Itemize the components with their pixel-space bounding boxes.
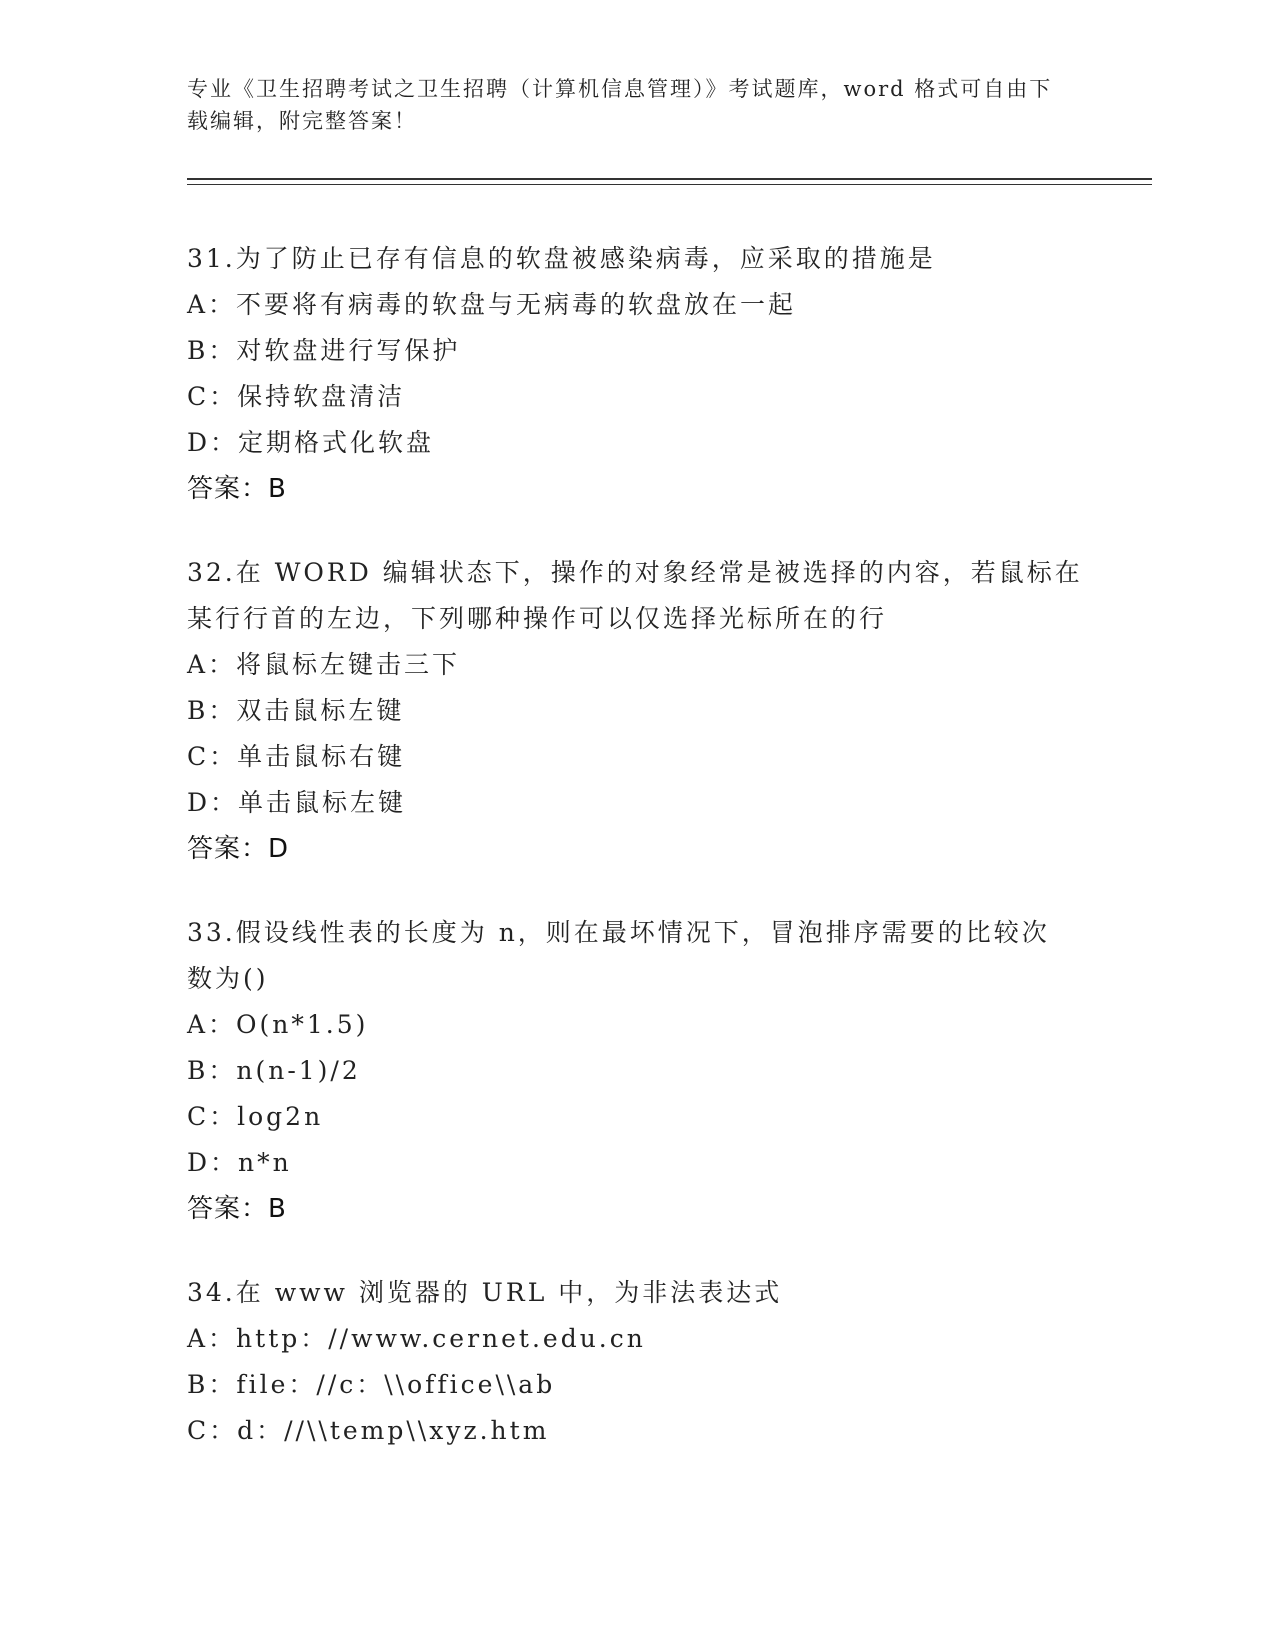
answer-option: C：保持软盘清洁 — [187, 382, 406, 411]
question-block — [187, 1270, 1087, 1454]
question-block — [187, 910, 1087, 1232]
question-stem: 31.为了防止已存有信息的软盘被感染病毒，应采取的措施是 — [187, 244, 936, 273]
answer-option: C：单击鼠标右键 — [187, 742, 406, 771]
answer-option: B：双击鼠标左键 — [187, 696, 405, 725]
header-divider — [187, 178, 1152, 180]
answer-option: A：不要将有病毒的软盘与无病毒的软盘放在一起 — [187, 290, 797, 319]
question-block — [187, 550, 1087, 872]
answer-key: 答案：B — [187, 474, 287, 504]
answer-option: A：将鼠标左键击三下 — [187, 650, 461, 679]
answer-option: B：对软盘进行写保护 — [187, 336, 461, 365]
answer-option: A：http：//www.cernet.edu.cn — [187, 1324, 646, 1353]
question-stem: 32.在 WORD 编辑状态下，操作的对象经常是被选择的内容，若鼠标在 — [187, 558, 1083, 587]
answer-option: D：定期格式化软盘 — [187, 428, 435, 457]
question-stem: 数为() — [187, 964, 269, 993]
document-header: 专业《卫生招聘考试之卫生招聘（计算机信息管理）》考试题库，word 格式可自由下载编辑，附完整答案！ — [187, 77, 1053, 133]
answer-option: D：n*n — [187, 1148, 292, 1177]
answer-key: 答案：B — [187, 1194, 287, 1224]
answer-option: C：d：//\\temp\\xyz.htm — [187, 1416, 550, 1445]
answer-option: D：单击鼠标左键 — [187, 788, 407, 817]
answer-option: B：file：//c：\\office\\ab — [187, 1370, 556, 1399]
question-stem: 33.假设线性表的长度为 n，则在最坏情况下，冒泡排序需要的比较次 — [187, 918, 1050, 947]
answer-option: A：O(n*1.5) — [187, 1010, 369, 1039]
answer-key: 答案：D — [187, 834, 290, 864]
header-divider-thin — [187, 184, 1152, 185]
answer-option: C：log2n — [187, 1102, 324, 1131]
question-stem: 34.在 www 浏览器的 URL 中，为非法表达式 — [187, 1278, 783, 1307]
answer-option: B：n(n-1)/2 — [187, 1056, 361, 1085]
question-stem: 某行行首的左边，下列哪种操作可以仅选择光标所在的行 — [187, 604, 888, 633]
question-list — [187, 236, 1087, 1492]
question-block — [187, 236, 1087, 512]
